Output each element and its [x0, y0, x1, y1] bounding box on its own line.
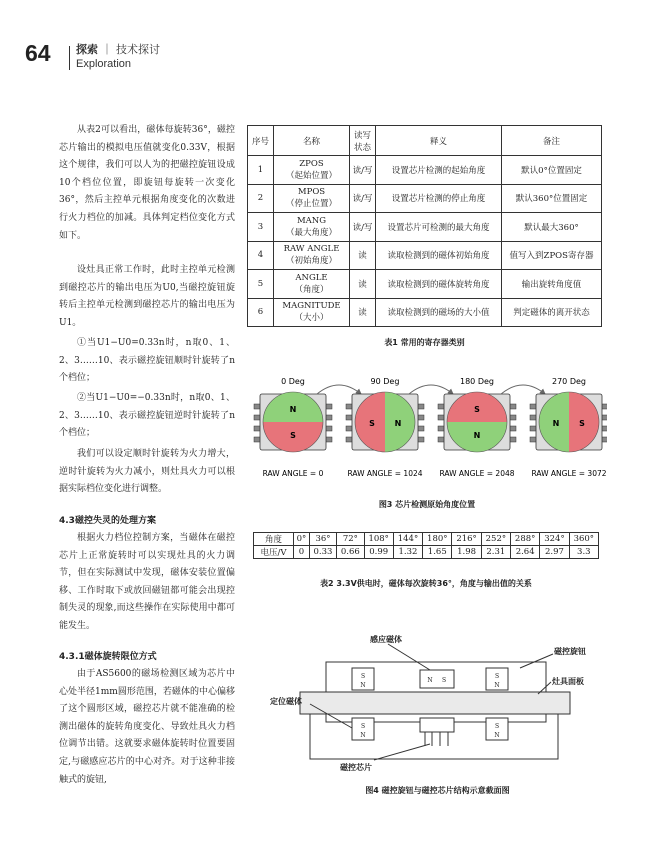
- rotation-arrow: [501, 385, 545, 394]
- col-header-note: 备注: [502, 126, 602, 156]
- svg-text:N: N: [494, 732, 500, 739]
- angle-cell: 0°: [294, 533, 310, 546]
- cell-rw: 读/写: [350, 156, 376, 185]
- voltage-cell: 0: [294, 546, 310, 559]
- pole-n-label: N: [289, 405, 297, 414]
- label-magnetic-knob: 磁控旋钮: [554, 646, 586, 656]
- paragraph-5: 我们可以设定顺时针旋转为火力增大，逆时针旋转为火力减小，则灶具火力可以根据实际档位变化进行调整。: [59, 449, 235, 495]
- register-table-row: [248, 156, 602, 185]
- pole-s-label: S: [369, 419, 375, 428]
- angle-cell: 324°: [540, 533, 569, 546]
- cell-no: 6: [248, 298, 274, 327]
- register-table-row: [248, 298, 602, 327]
- angle-cell: 360°: [569, 533, 598, 546]
- angle-cell: 252°: [481, 533, 510, 546]
- cell-name: [274, 241, 350, 270]
- cell-name-primary: MAGNITUDE: [282, 301, 341, 312]
- paragraph-2: 设灶具正常工作时，此时主控单元检测到磁控芯片的输出电压为U0,当磁控旋钮旋转后主控单元检测到磁控芯片的输出电压为U1。: [59, 265, 235, 328]
- cell-note: 判定磁体的离开状态: [502, 298, 602, 327]
- stove-panel: [300, 692, 570, 714]
- svg-text:S: S: [494, 723, 500, 730]
- voltage-cell: 0.66: [337, 546, 364, 559]
- paragraph-1: 从表2可以看出，磁体每旋转36°，磁控芯片输出的模拟电压值就变化0.33V，根据这个规律，我们可以人为的把磁控旋钮设成10个档位位置，即旋钮每旋转一次变化36°，然后主控单元根据角度变化的次数进行火力档位的加减。具体判定档位变化方式如下。: [59, 125, 235, 241]
- voltage-row-label: 电压/V: [254, 546, 294, 559]
- col-header-rw: 读写状态: [350, 126, 376, 156]
- svg-text:S: S: [360, 673, 366, 680]
- magnetic-chip: [420, 718, 454, 746]
- voltage-cell: 2.64: [511, 546, 540, 559]
- cell-no: 2: [248, 184, 274, 213]
- angle-cell: 216°: [452, 533, 481, 546]
- cell-rw: 读/写: [350, 213, 376, 242]
- voltage-row: [254, 546, 599, 559]
- raw-angle-label: RAW ANGLE = 0: [262, 469, 324, 478]
- cell-name: [274, 184, 350, 213]
- pole-s-label: S: [579, 419, 585, 428]
- svg-text:S: S: [494, 673, 500, 680]
- cell-name-secondary: （最大角度）: [285, 227, 337, 238]
- magnet-top-left: [352, 668, 374, 690]
- register-table-row: [248, 184, 602, 213]
- angle-row: [254, 533, 599, 546]
- cell-note: 输出旋转角度值: [502, 270, 602, 299]
- deg-label: 270 Deg: [552, 377, 586, 386]
- figure4-structure-diagram: [270, 632, 605, 777]
- deg-label: 90 Deg: [370, 377, 400, 386]
- cell-name: [274, 213, 350, 242]
- table1-caption: 表1 常用的寄存器类别: [384, 338, 465, 347]
- chip-state-1: [346, 377, 453, 478]
- figure3-angle-diagram: [247, 372, 607, 484]
- pole-n-label: N: [473, 431, 481, 440]
- cell-no: 5: [248, 270, 274, 299]
- label-sensing-magnet: 感应磁体: [370, 634, 402, 644]
- page-number: 64: [25, 40, 51, 66]
- pole-n-label: N: [394, 419, 402, 428]
- cell-name: [274, 156, 350, 185]
- voltage-cell: 2.97: [540, 546, 569, 559]
- voltage-cell: 1.98: [452, 546, 481, 559]
- cell-name-secondary: （起始位置）: [285, 170, 337, 181]
- cell-no: 3: [248, 213, 274, 242]
- angle-voltage-table: [253, 532, 599, 559]
- cell-note: 默认360°位置固定: [502, 184, 602, 213]
- pole-s-label: S: [290, 431, 296, 440]
- header-section-sub: 技术探讨: [116, 43, 160, 56]
- raw-angle-label: RAW ANGLE = 2048: [439, 469, 515, 478]
- angle-row-label: 角度: [254, 533, 294, 546]
- cell-name-primary: MPOS: [297, 187, 326, 198]
- chip-state-0: [254, 377, 361, 478]
- voltage-cell: 1.65: [423, 546, 452, 559]
- label-magnetic-chip: 磁控芯片: [340, 762, 372, 772]
- raw-angle-label: RAW ANGLE = 1024: [347, 469, 423, 478]
- col-header-name: 名称: [274, 126, 350, 156]
- label-positioning-magnet: 定位磁体: [270, 696, 302, 706]
- rotation-arrow: [409, 385, 453, 394]
- magnet-bottom-right: [486, 718, 508, 740]
- cell-note: 默认最大360°: [502, 213, 602, 242]
- svg-text:N: N: [494, 682, 500, 689]
- register-table-row: [248, 270, 602, 299]
- svg-text:S: S: [360, 723, 366, 730]
- voltage-cell: 0.99: [364, 546, 393, 559]
- deg-label: 180 Deg: [460, 377, 494, 386]
- figure4-caption: 图4 磁控旋钮与磁控芯片结构示意截面图: [365, 786, 510, 795]
- raw-angle-label: RAW ANGLE = 3072: [531, 469, 607, 478]
- cell-note: 默认0°位置固定: [502, 156, 602, 185]
- header-english: Exploration: [76, 58, 132, 70]
- rotation-arrow: [317, 385, 361, 394]
- cell-rw: 读: [350, 270, 376, 299]
- angle-cell: 36°: [309, 533, 336, 546]
- cell-name-secondary: （角度）: [294, 284, 329, 295]
- pole-n-label: N: [552, 419, 560, 428]
- chip-state-2: [438, 377, 545, 478]
- pole-s-label: S: [474, 405, 480, 414]
- voltage-cell: 0.33: [309, 546, 336, 559]
- svg-text:N: N: [427, 677, 433, 684]
- register-table-row: [248, 213, 602, 242]
- header-section: [76, 41, 160, 57]
- magnet-top-center: [420, 670, 454, 688]
- cell-no: 1: [248, 156, 274, 185]
- header-separator: ｜: [101, 43, 116, 56]
- svg-text:S: S: [441, 677, 447, 684]
- cell-name: [274, 298, 350, 327]
- cell-desc: 读取检测到的磁体初始角度: [376, 241, 502, 270]
- cell-name-secondary: （停止位置）: [285, 199, 337, 210]
- register-table-header: [248, 126, 602, 156]
- cell-name-primary: ZPOS: [299, 158, 324, 169]
- label-stove-panel: 灶具面板: [552, 676, 584, 686]
- cell-desc: 设置芯片检测的起始角度: [376, 156, 502, 185]
- chip-state-3: [530, 377, 607, 478]
- register-table-row: [248, 241, 602, 270]
- col-header-no: 序号: [248, 126, 274, 156]
- cell-no: 4: [248, 241, 274, 270]
- cell-name-secondary: （大小）: [294, 313, 329, 324]
- cell-desc: 设置芯片可检测的最大角度: [376, 213, 502, 242]
- cell-desc: 设置芯片检测的停止角度: [376, 184, 502, 213]
- voltage-cell: 3.3: [569, 546, 598, 559]
- magnet-top-right: [486, 668, 508, 690]
- angle-cell: 180°: [423, 533, 452, 546]
- cell-desc: 读取检测到的磁体旋转角度: [376, 270, 502, 299]
- angle-cell: 72°: [337, 533, 364, 546]
- paragraph-3: ①当U1−U0=0.33n时，n取0、1、2、3……10、表示磁控旋钮顺时针旋转了n个档位；: [59, 338, 235, 384]
- paragraph-7: 由于AS5600的磁场检测区域为芯片中心处半径1mm圆形范围，若磁体的中心偏移了这个圆形区域，磁控芯片就不能准确的检测出磁体的旋转角度变化、导致灶具火力档位调节出错。这就要求磁体旋转时位置要固定,与磁感应芯片的中心对齐。对于这种非接触式的旋钮,: [59, 669, 235, 785]
- cell-name-secondary: （初始角度）: [285, 256, 337, 267]
- cell-name-primary: RAW ANGLE: [283, 244, 340, 255]
- figure3-caption: 图3 芯片检测原始角度位置: [378, 500, 476, 509]
- heading-4-3: 4.3磁控失灵的处理方案: [59, 516, 156, 526]
- cell-name-primary: MANG: [296, 215, 327, 226]
- paragraph-6: 根据火力档位控制方案，当磁体在磁控芯片上正常旋转时可以实现灶具的火力调节，但在实际测试中发现，磁体安装位置偏移、工作时取下或放回磁钮都可能会出现控制失灵的现象,而这些操作在实际使用中都可能发生。: [59, 533, 235, 631]
- col-header-desc: 释义: [376, 126, 502, 156]
- header-divider: [69, 46, 70, 70]
- cell-desc: 读取检测到的磁场的大小值: [376, 298, 502, 327]
- header-section-main: 探索: [76, 43, 98, 56]
- angle-cell: 288°: [511, 533, 540, 546]
- register-table: [247, 125, 602, 327]
- voltage-cell: 1.32: [393, 546, 422, 559]
- angle-cell: 144°: [393, 533, 422, 546]
- heading-4-3-1: 4.3.1磁体旋转限位方式: [59, 652, 157, 662]
- table2-caption: 表2 3.3V供电时，磁体每次旋转36°，角度与输出值的关系: [320, 579, 532, 588]
- cell-rw: 读: [350, 298, 376, 327]
- voltage-cell: 2.31: [481, 546, 510, 559]
- cell-name: [274, 270, 350, 299]
- deg-label: 0 Deg: [281, 377, 305, 386]
- paragraph-4: ②当U1−U0=−0.33n时，n取0、1、2、3……10、表示磁控旋钮逆时针旋转了n个档位；: [59, 393, 235, 439]
- cell-rw: 读: [350, 241, 376, 270]
- cell-note: 值写入到ZPOS寄存器: [502, 241, 602, 270]
- cell-rw: 读/写: [350, 184, 376, 213]
- cell-name-primary: ANGLE: [295, 272, 328, 283]
- angle-cell: 108°: [364, 533, 393, 546]
- svg-text:N: N: [360, 682, 366, 689]
- magnet-bottom-left: [352, 718, 374, 740]
- svg-text:N: N: [360, 732, 366, 739]
